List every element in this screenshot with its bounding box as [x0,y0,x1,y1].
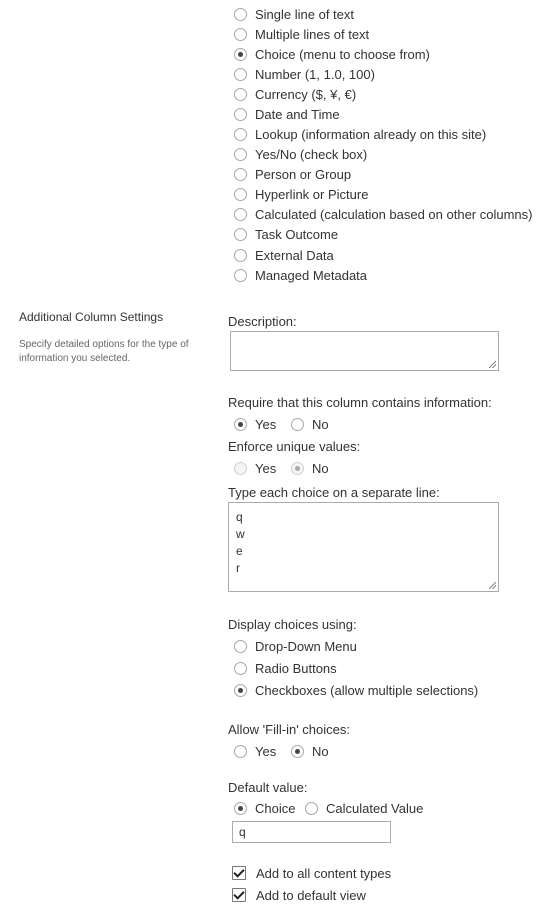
type-option-person-group[interactable] [234,165,351,183]
radio-icon[interactable] [234,684,247,697]
choices-text [236,509,245,577]
type-option-label: External Data [255,247,334,263]
require-label: Require that this column contains information: [228,395,492,410]
type-option-label: Task Outcome [255,226,339,242]
display-option-label: Drop-Down Menu [255,638,357,654]
resize-grip-icon[interactable] [489,361,496,368]
type-option-managed-metadata[interactable] [234,266,367,284]
type-option-choice[interactable] [234,45,430,63]
radio-icon[interactable] [234,128,247,141]
type-option-hyperlink[interactable] [234,185,368,203]
default-choice-option[interactable] [234,799,295,817]
default-choice-label: Choice [255,800,296,816]
radio-icon[interactable] [234,208,247,221]
checkbox-label: Add to default view [256,887,366,903]
fillin-yes-label: Yes [255,743,277,759]
display-label: Display choices using: [228,617,357,632]
add-to-content-types-option[interactable] [232,864,391,882]
choice-line: w [236,527,245,541]
type-option-number[interactable] [234,65,375,83]
radio-icon[interactable] [234,228,247,241]
type-option-label: Yes/No (check box) [255,146,368,162]
unique-label: Enforce unique values: [228,439,361,454]
type-option-label: Date and Time [255,106,340,122]
display-dropdown-option[interactable] [234,637,357,655]
radio-icon[interactable] [234,418,247,431]
choice-line: r [236,561,240,575]
fillin-label: Allow 'Fill-in' choices: [228,722,350,737]
choices-textarea[interactable] [228,502,499,592]
radio-icon[interactable] [305,802,318,815]
type-option-external-data[interactable] [234,246,334,264]
radio-icon[interactable] [234,745,247,758]
type-option-label: Currency ($, ¥, €) [255,86,357,102]
type-option-lookup[interactable] [234,125,486,143]
type-option-calculated[interactable] [234,205,533,223]
radio-icon[interactable] [234,249,247,262]
radio-icon[interactable] [234,662,247,675]
radio-icon[interactable] [234,802,247,815]
fillin-no-label: No [312,743,329,759]
display-radio-option[interactable] [234,659,337,677]
display-checkboxes-option[interactable] [234,681,478,699]
radio-icon [234,462,247,475]
type-option-label: Person or Group [255,166,352,182]
radio-icon[interactable] [234,640,247,653]
checkbox-label: Add to all content types [256,865,392,881]
radio-icon[interactable] [234,28,247,41]
unique-yes-label: Yes [255,460,277,476]
default-value-label: Default value: [228,780,308,795]
type-option-label: Calculated (calculation based on other columns) [255,206,533,222]
checkbox-icon[interactable] [232,888,246,902]
radio-icon[interactable] [234,269,247,282]
radio-icon[interactable] [234,68,247,81]
radio-icon[interactable] [234,8,247,21]
type-option-label: Lookup (information already on this site) [255,126,487,142]
choices-label: Type each choice on a separate line: [228,485,440,500]
type-option-multiple-lines[interactable] [234,25,369,43]
unique-no-label: No [312,460,329,476]
radio-icon[interactable] [234,48,247,61]
require-no-option[interactable] [291,415,329,433]
unique-no-option [291,459,329,477]
description-label: Description: [228,314,297,329]
type-option-label: Multiple lines of text [255,26,370,42]
type-option-currency[interactable] [234,85,356,103]
choice-line: q [236,510,243,524]
type-option-label: Number (1, 1.0, 100) [255,66,375,82]
add-to-default-view-option[interactable] [232,886,366,904]
radio-icon[interactable] [234,168,247,181]
description-textarea[interactable] [230,331,499,371]
type-option-single-line[interactable] [234,5,354,23]
default-value-input[interactable] [232,821,391,843]
type-option-label: Hyperlink or Picture [255,186,369,202]
type-option-label: Managed Metadata [255,267,368,283]
radio-icon[interactable] [291,745,304,758]
resize-grip-icon[interactable] [489,582,496,589]
radio-icon[interactable] [234,188,247,201]
radio-icon[interactable] [291,418,304,431]
display-option-label: Checkboxes (allow multiple selections) [255,682,479,698]
section-title: Additional Column Settings [19,310,164,324]
checkbox-icon[interactable] [232,866,246,880]
default-value-text: q [239,825,246,839]
require-yes-label: Yes [255,416,277,432]
type-option-label: Single line of text [255,6,355,22]
require-yes-option[interactable] [234,415,276,433]
radio-icon[interactable] [234,108,247,121]
unique-yes-option [234,459,276,477]
radio-icon [291,462,304,475]
fillin-no-option[interactable] [291,742,329,760]
display-option-label: Radio Buttons [255,660,337,676]
radio-icon[interactable] [234,148,247,161]
require-no-label: No [312,416,329,432]
radio-icon[interactable] [234,88,247,101]
default-calculated-option[interactable] [305,799,423,817]
fillin-yes-option[interactable] [234,742,276,760]
type-option-label: Choice (menu to choose from) [255,46,430,62]
type-option-yes-no[interactable] [234,145,367,163]
default-calculated-label: Calculated Value [326,800,424,816]
type-option-task-outcome[interactable] [234,225,338,243]
choice-line: e [236,544,243,558]
section-description: Specify detailed options for the type of information you selected. [19,339,189,364]
type-option-date-time[interactable] [234,105,340,123]
